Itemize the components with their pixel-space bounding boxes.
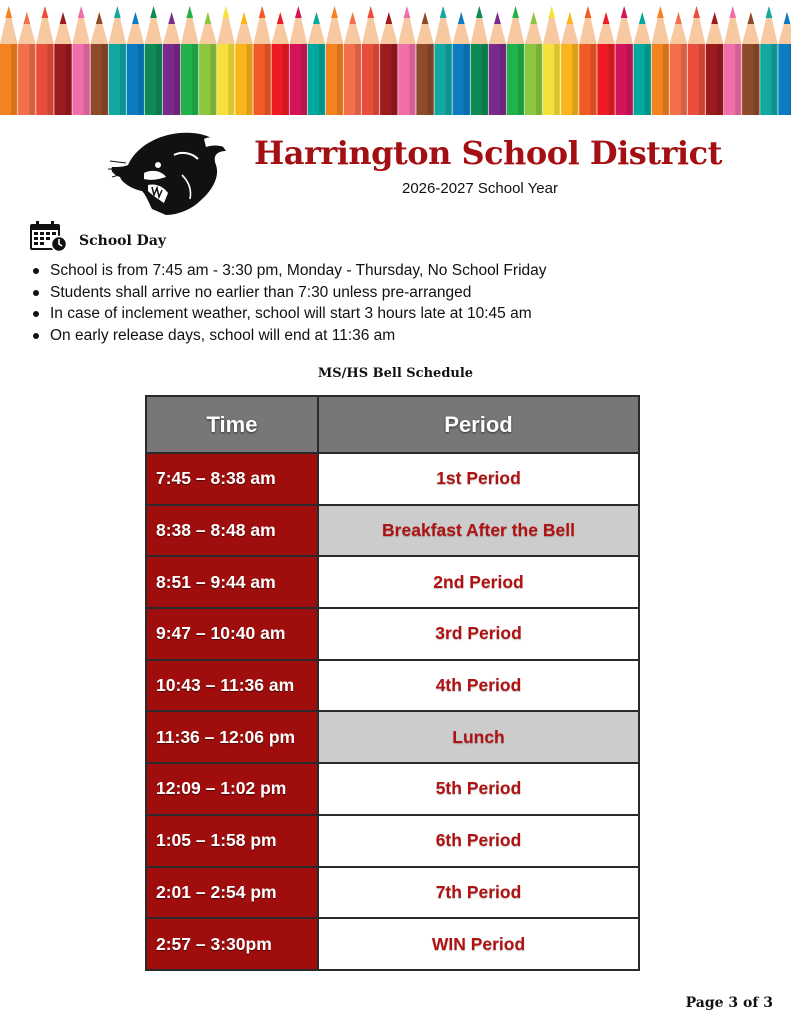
pencil bbox=[507, 6, 525, 115]
pencil bbox=[91, 12, 109, 115]
period-cell: 6th Period bbox=[435, 830, 522, 851]
pencil bbox=[109, 6, 127, 115]
list-item: On early release days, school will end at 11:36 am bbox=[30, 325, 770, 347]
period-cell: 1st Period bbox=[436, 468, 521, 489]
pencil bbox=[398, 6, 416, 115]
column-header-time: Time bbox=[147, 397, 319, 452]
pencil bbox=[163, 12, 181, 115]
pencil bbox=[308, 12, 326, 115]
pencil bbox=[778, 12, 791, 115]
table-row bbox=[147, 452, 638, 504]
table-row bbox=[147, 504, 638, 556]
school-year-subtitle: 2026-2027 School Year bbox=[402, 180, 558, 197]
pencil bbox=[634, 12, 652, 115]
pencil bbox=[561, 12, 579, 115]
period-cell: 7th Period bbox=[435, 881, 522, 902]
pencil bbox=[706, 12, 724, 115]
pencil bbox=[0, 6, 18, 115]
pencil bbox=[670, 12, 688, 115]
pencil bbox=[362, 6, 380, 115]
table-header-row bbox=[147, 397, 638, 452]
table-row bbox=[147, 607, 638, 659]
pencil bbox=[525, 12, 543, 115]
period-cell: Lunch bbox=[319, 712, 638, 762]
pencil bbox=[344, 12, 362, 115]
table-row bbox=[147, 866, 638, 918]
pencil bbox=[760, 6, 778, 115]
period-cell: WIN Period bbox=[431, 933, 526, 954]
time-cell: 12:09 – 1:02 pm bbox=[147, 764, 319, 814]
pencils-graphic bbox=[0, 0, 791, 115]
time-cell: 2:01 – 2:54 pm bbox=[147, 868, 319, 918]
period-cell: Breakfast After the Bell bbox=[319, 506, 638, 556]
period-cell: 2nd Period bbox=[433, 571, 524, 592]
time-cell: 7:45 – 8:38 am bbox=[147, 454, 319, 504]
table-row bbox=[147, 917, 638, 969]
pencil bbox=[54, 12, 72, 115]
table-row bbox=[147, 555, 638, 607]
pencil bbox=[235, 12, 253, 115]
pencil bbox=[199, 12, 217, 115]
pencil bbox=[145, 6, 163, 115]
bell-schedule-table bbox=[145, 395, 640, 971]
period-cell: 4th Period bbox=[435, 675, 522, 696]
calendar-clock-icon bbox=[29, 220, 67, 252]
pencil bbox=[543, 6, 561, 115]
time-cell: 1:05 – 1:58 pm bbox=[147, 816, 319, 866]
pencil bbox=[652, 6, 670, 115]
list-item: Students shall arrive no earlier than 7:30 unless pre-arranged bbox=[30, 282, 770, 304]
pencil bbox=[471, 6, 489, 115]
pencil bbox=[615, 6, 633, 115]
table-row bbox=[147, 762, 638, 814]
pencil bbox=[688, 6, 706, 115]
pencil bbox=[453, 12, 471, 115]
pencil bbox=[579, 6, 597, 115]
pencil bbox=[434, 6, 452, 115]
time-cell: 8:38 – 8:48 am bbox=[147, 506, 319, 556]
pencil bbox=[72, 6, 90, 115]
time-cell: 2:57 – 3:30pm bbox=[147, 919, 319, 969]
list-item: In case of inclement weather, school will start 3 hours late at 10:45 am bbox=[30, 303, 770, 325]
pencil bbox=[416, 12, 434, 115]
pencil bbox=[597, 12, 615, 115]
pencil bbox=[272, 12, 290, 115]
pencil bbox=[380, 12, 398, 115]
time-cell: 9:47 – 10:40 am bbox=[147, 609, 319, 659]
table-row bbox=[147, 659, 638, 711]
district-title: Harrington School District bbox=[254, 134, 722, 172]
table-row bbox=[147, 710, 638, 762]
school-day-list bbox=[30, 260, 770, 346]
period-cell: 3rd Period bbox=[435, 623, 522, 644]
pencil bbox=[489, 12, 507, 115]
pencil bbox=[36, 6, 54, 115]
pencil-banner bbox=[0, 0, 791, 115]
pencil bbox=[724, 6, 742, 115]
panther-mascot-logo bbox=[108, 125, 230, 217]
pencil bbox=[326, 6, 344, 115]
school-day-heading: School Day bbox=[79, 233, 167, 249]
time-cell: 10:43 – 11:36 am bbox=[147, 661, 319, 711]
table-row bbox=[147, 814, 638, 866]
page-number: Page 3 of 3 bbox=[685, 995, 773, 1011]
time-cell: 8:51 – 9:44 am bbox=[147, 557, 319, 607]
pencil bbox=[253, 6, 271, 115]
pencil bbox=[18, 12, 35, 115]
column-header-period: Period bbox=[319, 397, 638, 452]
pencil bbox=[290, 6, 308, 115]
period-cell: 5th Period bbox=[435, 778, 522, 799]
pencil bbox=[742, 12, 760, 115]
pencil bbox=[127, 12, 145, 115]
pencil bbox=[217, 6, 235, 115]
pencil bbox=[181, 6, 199, 115]
pencil-wood bbox=[778, 12, 791, 44]
bell-schedule-caption: MS/HS Bell Schedule bbox=[317, 366, 474, 381]
time-cell: 11:36 – 12:06 pm bbox=[147, 712, 319, 762]
list-item: School is from 7:45 am - 3:30 pm, Monday - Thursday, No School Friday bbox=[30, 260, 770, 282]
